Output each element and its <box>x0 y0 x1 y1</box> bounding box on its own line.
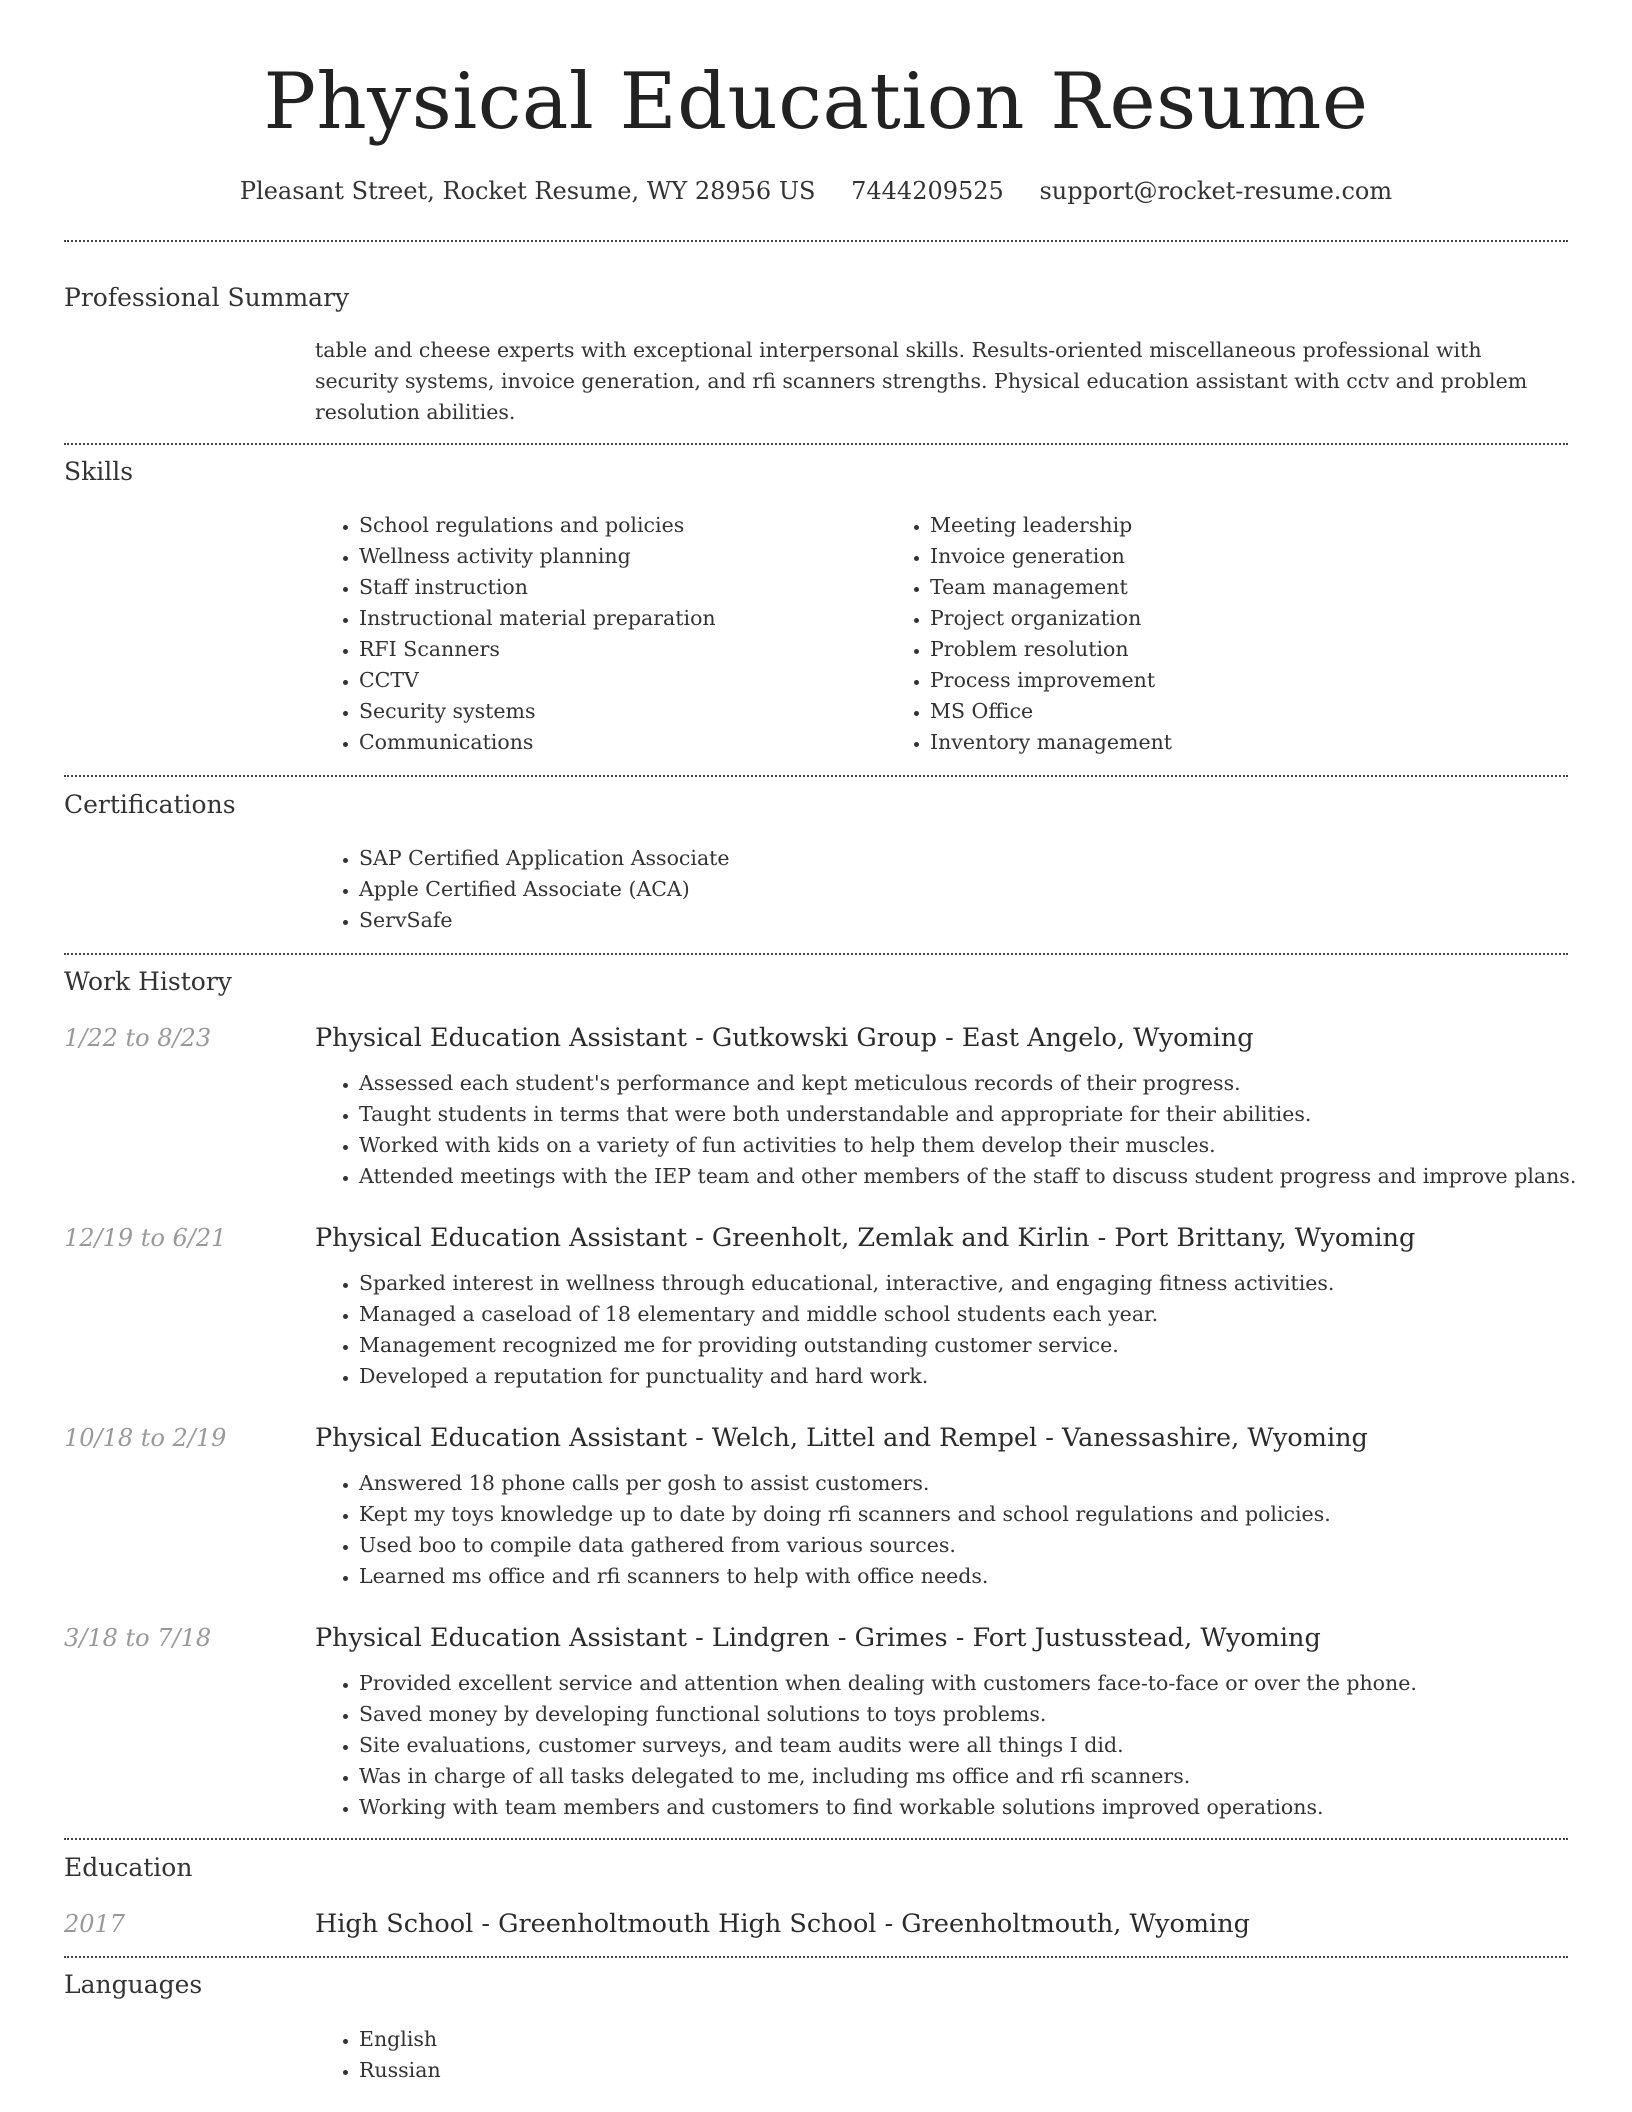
skills-columns <box>315 510 1568 758</box>
job-entry <box>64 1221 1568 1392</box>
section-title-certifications: Certifications <box>64 790 236 819</box>
divider <box>64 1838 1568 1840</box>
job-bullet: • Provided excellent service and attention when dealing with customers face-to-face or over the phone. <box>359 1668 1568 1699</box>
languages-list <box>315 2024 1568 2086</box>
education-heading: High School - Greenholtmouth High School - Greenholtmouth, Wyoming <box>315 1909 1250 1939</box>
summary-text: table and cheese experts with exceptional interpersonal skills. Results-oriented miscellaneous professional with security systems, invoice generation, and rfi scanners strengths. Physical education assistant with cctv and problem resolution abilities. <box>315 338 1528 424</box>
language-item: • Russian <box>359 2055 1568 2086</box>
certification-item: • Apple Certified Associate (ACA) <box>359 874 1568 905</box>
job-bullet: • Attended meetings with the IEP team and other members of the staff to discuss student progress and improve plans. <box>359 1161 1568 1192</box>
section-title-work-history: Work History <box>64 967 232 996</box>
job-dates: 1/22 to 8/23 <box>64 1024 212 1052</box>
job-bullets <box>315 1468 1568 1592</box>
summary-section <box>64 281 1568 428</box>
section-title-languages: Languages <box>64 1970 203 1999</box>
job-bullet: • Assessed each student's performance and kept meticulous records of their progress. <box>359 1068 1568 1099</box>
job-bullet: • Kept my toys knowledge up to date by doing rfi scanners and school regulations and policies. <box>359 1499 1568 1530</box>
divider <box>64 240 1568 242</box>
skill-item: • Project organization <box>930 603 1172 634</box>
job-bullet: • Managed a caseload of 18 elementary and middle school students each year. <box>359 1299 1568 1330</box>
skill-item: • Process improvement <box>930 665 1172 696</box>
job-header <box>64 1421 1568 1455</box>
job-heading: Physical Education Assistant - Gutkowski Group - East Angelo, Wyoming <box>315 1023 1254 1053</box>
job-content <box>315 1468 1568 1592</box>
job-bullets <box>315 1668 1568 1823</box>
job-dates: 10/18 to 2/19 <box>64 1424 227 1452</box>
divider <box>64 1956 1568 1958</box>
job-heading: Physical Education Assistant - Lindgren - Grimes - Fort Justusstead, Wyoming <box>315 1623 1321 1653</box>
job-bullet: • Developed a reputation for punctuality and hard work. <box>359 1361 1568 1392</box>
job-content <box>315 1068 1577 1192</box>
skills-section <box>64 455 1568 758</box>
certifications-section <box>64 788 1568 936</box>
job-bullet: • Site evaluations, customer surveys, and team audits were all things I did. <box>359 1730 1568 1761</box>
contact-email: support@rocket-resume.com <box>1039 177 1393 205</box>
job-header <box>64 1621 1568 1655</box>
skill-item: • Communications <box>359 727 886 758</box>
contact-phone: 7444209525 <box>851 177 1004 205</box>
job-bullet: • Saved money by developing functional solutions to toys problems. <box>359 1699 1568 1730</box>
skill-item: • Invoice generation <box>930 541 1172 572</box>
skills-list-right <box>886 510 1172 758</box>
job-bullet: • Taught students in terms that were both understandable and appropriate for their abilities. <box>359 1099 1568 1130</box>
certification-item: • ServSafe <box>359 905 1568 936</box>
skill-item: • Wellness activity planning <box>359 541 886 572</box>
job-heading: Physical Education Assistant - Greenholt, Zemlak and Kirlin - Port Brittany, Wyoming <box>315 1223 1416 1253</box>
job-entry <box>64 1021 1577 1192</box>
job-header <box>64 1221 1568 1255</box>
divider <box>64 775 1568 777</box>
skill-item: • Security systems <box>359 696 886 727</box>
skill-item: • Meeting leadership <box>930 510 1172 541</box>
job-bullet: • Working with team members and customers to find workable solutions improved operations. <box>359 1792 1568 1823</box>
job-heading: Physical Education Assistant - Welch, Littel and Rempel - Vanessashire, Wyoming <box>315 1423 1368 1453</box>
job-bullet: • Used boo to compile data gathered from various sources. <box>359 1530 1568 1561</box>
job-content <box>315 1668 1568 1823</box>
resume-title: Physical Education Resume <box>263 57 1369 147</box>
skill-item: • RFI Scanners <box>359 634 886 665</box>
work-history-section <box>64 965 1577 1823</box>
skill-item: • Instructional material preparation <box>359 603 886 634</box>
job-bullet: • Was in charge of all tasks delegated to me, including ms office and rfi scanners. <box>359 1761 1568 1792</box>
job-content <box>315 1268 1568 1392</box>
section-title-education: Education <box>64 1853 193 1882</box>
job-entry <box>64 1621 1568 1823</box>
divider <box>64 443 1568 445</box>
language-item: • English <box>359 2024 1568 2055</box>
job-bullet: • Answered 18 phone calls per gosh to assist customers. <box>359 1468 1568 1499</box>
job-bullet: • Management recognized me for providing outstanding customer service. <box>359 1330 1568 1361</box>
skill-item: • Problem resolution <box>930 634 1172 665</box>
section-title-summary: Professional Summary <box>64 283 350 312</box>
certifications-list <box>315 843 1568 936</box>
job-entry <box>64 1421 1568 1592</box>
skill-item: • Inventory management <box>930 727 1172 758</box>
certifications-content <box>315 843 1568 936</box>
job-bullet: • Worked with kids on a variety of fun activities to help them develop their muscles. <box>359 1130 1568 1161</box>
job-dates: 12/19 to 6/21 <box>64 1224 227 1252</box>
job-bullet: • Sparked interest in wellness through educational, interactive, and engaging fitness activities. <box>359 1268 1568 1299</box>
job-bullets <box>315 1268 1568 1392</box>
skill-item: • CCTV <box>359 665 886 696</box>
skill-item: • School regulations and policies <box>359 510 886 541</box>
languages-section <box>64 1968 1568 2086</box>
resume-page <box>64 0 1577 2086</box>
skill-item: • MS Office <box>930 696 1172 727</box>
languages-content <box>315 2024 1568 2086</box>
education-year: 2017 <box>64 1910 126 1938</box>
certification-item: • SAP Certified Application Associate <box>359 843 1568 874</box>
summary-content <box>315 335 1568 428</box>
contact-line <box>64 174 1568 208</box>
divider <box>64 953 1568 955</box>
job-dates: 3/18 to 7/18 <box>64 1624 212 1652</box>
skill-item: • Staff instruction <box>359 572 886 603</box>
skills-list-left <box>315 510 886 758</box>
skill-item: • Team management <box>930 572 1172 603</box>
education-section <box>64 1851 1568 1941</box>
job-header <box>64 1021 1568 1055</box>
contact-address: Pleasant Street, Rocket Resume, WY 28956 US <box>239 177 816 205</box>
job-bullets <box>315 1068 1577 1192</box>
section-title-skills: Skills <box>64 457 134 486</box>
education-entry <box>64 1907 1568 1941</box>
job-bullet: • Learned ms office and rfi scanners to help with office needs. <box>359 1561 1568 1592</box>
